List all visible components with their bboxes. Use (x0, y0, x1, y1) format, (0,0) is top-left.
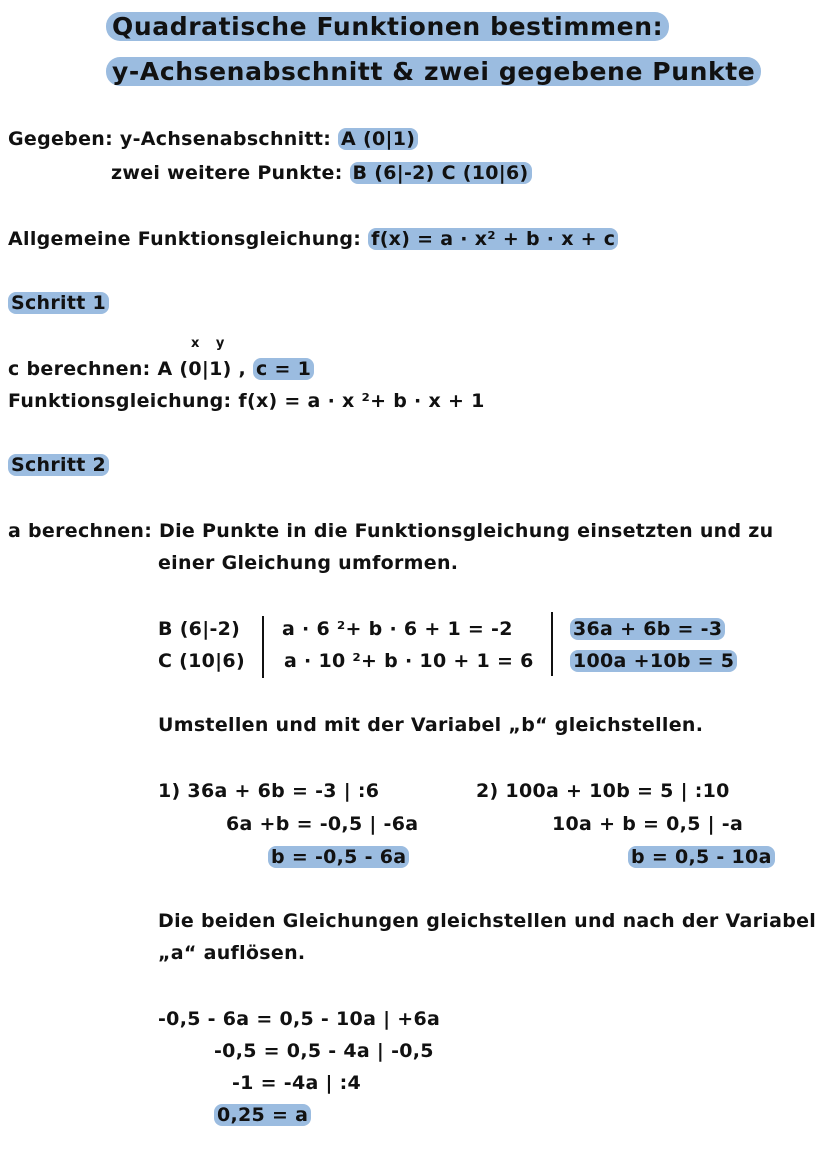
c-value: c = 1 (253, 358, 314, 380)
eq2-line-3: b = 0,5 - 10a (628, 844, 775, 870)
point-a: A (0|1) (338, 128, 418, 150)
table-substituted-c: a · 10 ²+ b · 10 + 1 = 6 (284, 650, 534, 672)
equate-line-1: Die beiden Gleichungen gleichstellen und nach der Variabel (158, 910, 817, 932)
table-point-c: C (10|6) (158, 650, 245, 672)
table-separator-2 (551, 612, 553, 676)
solve-line-1: -0,5 - 6a = 0,5 - 10a | +6a (158, 1008, 441, 1030)
eq1-line-1: 1) 36a + 6b = -3 | :6 (158, 780, 380, 802)
table-substituted-b: a · 6 ²+ b · 6 + 1 = -2 (282, 618, 513, 640)
solve-result: 0,25 = a (214, 1102, 311, 1128)
solve-line-2: -0,5 = 0,5 - 4a | -0,5 (214, 1040, 434, 1062)
step-1-heading: Schritt 1 (8, 290, 109, 316)
general-equation: f(x) = a · x² + b · x + c (368, 228, 618, 250)
rearrange-text: Umstellen und mit der Variabel „b“ gleichstellen. (158, 714, 704, 736)
c-calc-line: c berechnen: A (0|1) , c = 1 (8, 356, 314, 382)
given-line-2 (111, 160, 532, 186)
y-intercept-label: y-Achsenabschnitt: (119, 128, 332, 150)
intro-line-2: einer Gleichung umformen. (158, 552, 459, 574)
eq2-line-1: 2) 100a + 10b = 5 | :10 (476, 780, 730, 802)
points-bc: B (6|-2) C (10|6) (350, 162, 532, 184)
given-line-1 (8, 126, 418, 152)
step-1-function-line (8, 388, 485, 414)
equate-line-2: „a“ auflösen. (158, 942, 306, 964)
solve-line-3: -1 = -4a | :4 (232, 1072, 362, 1094)
c-label: c berechnen: (8, 358, 151, 380)
eq1-line-2: 6a +b = -0,5 | -6a (226, 813, 419, 835)
table-point-b: B (6|-2) (158, 618, 241, 640)
table-simplified-b: 36a + 6b = -3 (570, 616, 725, 642)
page-title-line-2: y-Achsenabschnitt & zwei gegebene Punkte (106, 55, 761, 89)
eq1-line-3: b = -0,5 - 6a (268, 844, 409, 870)
page-title-line-1: Quadratische Funktionen bestimmen: (106, 10, 669, 44)
step-2-heading: Schritt 2 (8, 452, 109, 478)
xy-marks: x y (191, 336, 231, 351)
general-label: Allgemeine Funktionsgleichung: (8, 228, 362, 250)
general-equation-line (8, 226, 618, 252)
a-calc-line (8, 518, 773, 544)
more-points-label: zwei weitere Punkte: (111, 162, 343, 184)
intro-line-1: Die Punkte in die Funktionsgleichung einsetzten und zu (159, 520, 774, 542)
func-label: Funktionsgleichung: (8, 390, 232, 412)
func-equation: f(x) = a · x ²+ b · x + 1 (238, 390, 485, 412)
a-label: a berechnen: (8, 520, 153, 542)
table-separator-1 (262, 616, 264, 678)
c-point: A (0|1) (157, 358, 232, 380)
eq2-line-2: 10a + b = 0,5 | -a (552, 813, 744, 835)
given-label: Gegeben: (8, 128, 113, 150)
table-simplified-c: 100a +10b = 5 (570, 648, 737, 674)
